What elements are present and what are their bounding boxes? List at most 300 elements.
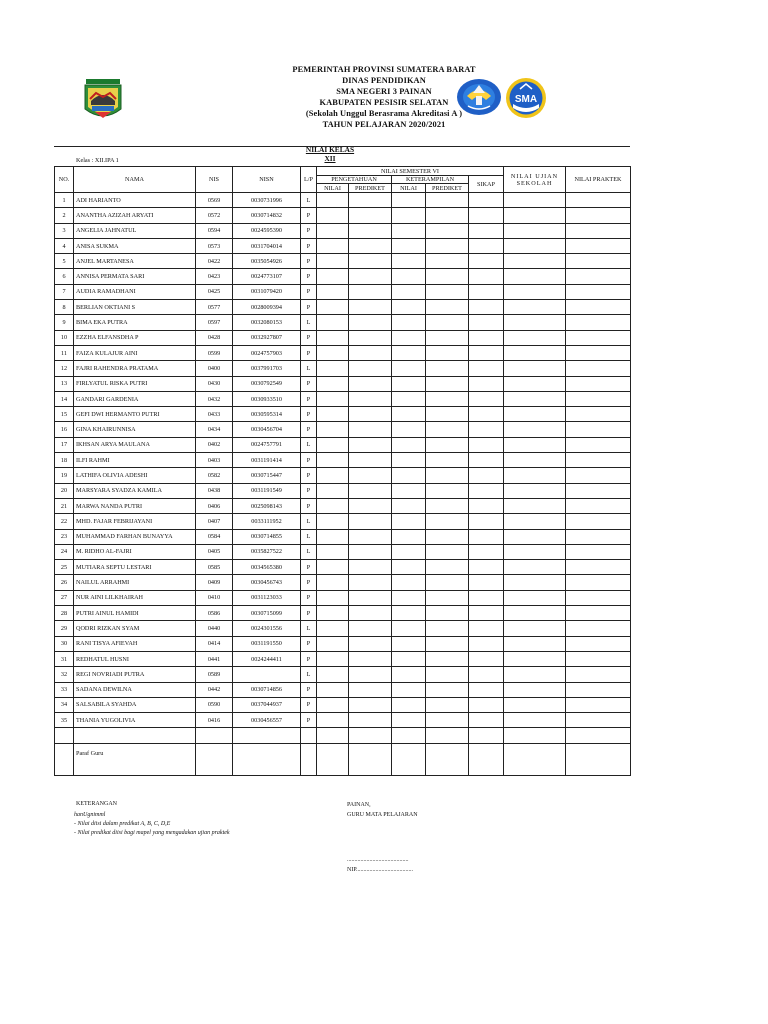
row-sikap-cell [469, 560, 504, 575]
row-predikat-pengetahuan-cell [349, 376, 392, 391]
row-lp: P [301, 422, 317, 437]
col-no: NO. [55, 167, 74, 193]
row-sikap-cell [469, 193, 504, 208]
row-nama: ILFI RAHMI [74, 453, 196, 468]
row-nilai-keterampilan-cell [392, 606, 426, 621]
row-predikat-keterampilan-cell [426, 697, 469, 712]
row-praktek-cell [566, 284, 631, 299]
row-nis: 0590 [196, 697, 233, 712]
row-ujian-cell [504, 621, 566, 636]
row-praktek-cell [566, 330, 631, 345]
row-predikat-keterampilan-cell [426, 407, 469, 422]
row-nilai-keterampilan-cell [392, 636, 426, 651]
row-ujian-cell [504, 223, 566, 238]
row-nama: NUR AINI LILKHAIRAH [74, 590, 196, 605]
letterhead-line: PEMERINTAH PROVINSI SUMATERA BARAT [292, 65, 476, 74]
row-nisn: 0031123033 [233, 590, 301, 605]
row-praktek-cell [566, 422, 631, 437]
row-nilai-pengetahuan-cell [317, 651, 349, 666]
row-nama: GANDARI GARDENIA [74, 391, 196, 406]
row-no: 9 [55, 315, 74, 330]
row-predikat-pengetahuan-cell [349, 468, 392, 483]
row-predikat-pengetahuan-cell [349, 606, 392, 621]
row-lp: L [301, 193, 317, 208]
row-predikat-keterampilan-cell [426, 682, 469, 697]
row-sikap-cell [469, 697, 504, 712]
row-nis: 0572 [196, 208, 233, 223]
row-lp: P [301, 498, 317, 513]
row-predikat-pengetahuan-cell [349, 284, 392, 299]
row-predikat-keterampilan-cell [426, 636, 469, 651]
row-nilai-pengetahuan-cell [317, 361, 349, 376]
table-row [55, 498, 631, 513]
row-nilai-keterampilan-cell [392, 407, 426, 422]
empty-cell [426, 728, 469, 743]
teacher-label: GURU MATA PELAJARAN [347, 812, 418, 818]
row-nilai-keterampilan-cell [392, 514, 426, 529]
col-sikap: SIKAP [469, 176, 504, 193]
row-nilai-pengetahuan-cell [317, 498, 349, 513]
row-nilai-pengetahuan-cell [317, 453, 349, 468]
row-lp: P [301, 254, 317, 269]
row-nilai-pengetahuan-cell [317, 238, 349, 253]
row-nis: 0594 [196, 223, 233, 238]
row-praktek-cell [566, 697, 631, 712]
row-ujian-cell [504, 529, 566, 544]
row-nis: 0586 [196, 606, 233, 621]
row-sikap-cell [469, 453, 504, 468]
row-sikap-cell [469, 682, 504, 697]
row-predikat-pengetahuan-cell [349, 682, 392, 697]
table-row [55, 636, 631, 651]
row-predikat-pengetahuan-cell [349, 651, 392, 666]
row-no: 18 [55, 453, 74, 468]
row-nis: 0416 [196, 713, 233, 728]
row-predikat-keterampilan-cell [426, 651, 469, 666]
row-nis: 0599 [196, 345, 233, 360]
row-praktek-cell [566, 606, 631, 621]
row-ujian-cell [504, 606, 566, 621]
row-lp: P [301, 682, 317, 697]
row-lp: P [301, 269, 317, 284]
row-nis: 0442 [196, 682, 233, 697]
row-nama: EZZHA ELFANSDHA P [74, 330, 196, 345]
row-nama: QODRI RIZKAN SYAM [74, 621, 196, 636]
row-nama: ANANTHA AZIZAH ARYATI [74, 208, 196, 223]
row-nisn: 0025098143 [233, 498, 301, 513]
row-nama: PUTRI AINUL HAMIDI [74, 606, 196, 621]
row-sikap-cell [469, 269, 504, 284]
row-ujian-cell [504, 667, 566, 682]
table-row-empty [55, 728, 631, 743]
row-predikat-keterampilan-cell [426, 284, 469, 299]
paraf-empty-cell [233, 743, 301, 775]
row-ujian-cell [504, 376, 566, 391]
row-predikat-pengetahuan-cell [349, 208, 392, 223]
paraf-empty-cell [196, 743, 233, 775]
row-nama: IKHSAN ARYA MAULANA [74, 437, 196, 452]
table-row [55, 606, 631, 621]
row-ujian-cell [504, 636, 566, 651]
table-row [55, 590, 631, 605]
row-predikat-keterampilan-cell [426, 254, 469, 269]
table-row [55, 315, 631, 330]
row-praktek-cell [566, 300, 631, 315]
row-nama: ANISA SUKMA [74, 238, 196, 253]
row-sikap-cell [469, 468, 504, 483]
row-lp: L [301, 667, 317, 682]
tut-wuri-handayani-icon [456, 78, 502, 116]
row-ujian-cell [504, 468, 566, 483]
row-sikap-cell [469, 254, 504, 269]
row-sikap-cell [469, 315, 504, 330]
row-ujian-cell [504, 315, 566, 330]
row-predikat-keterampilan-cell [426, 621, 469, 636]
row-sikap-cell [469, 606, 504, 621]
row-predikat-keterampilan-cell [426, 223, 469, 238]
row-ujian-cell [504, 560, 566, 575]
row-praktek-cell [566, 376, 631, 391]
paraf-empty-cell [504, 743, 566, 775]
paraf-empty-cell [301, 743, 317, 775]
col-nis: NIS [196, 167, 233, 193]
empty-cell [196, 728, 233, 743]
row-nisn: 0031079420 [233, 284, 301, 299]
row-predikat-keterampilan-cell [426, 667, 469, 682]
row-nama: LATHIFA OLIVIA ADESHI [74, 468, 196, 483]
row-ujian-cell [504, 437, 566, 452]
table-row [55, 468, 631, 483]
row-nama: BERLIAN OKTIANI S [74, 300, 196, 315]
empty-cell [392, 728, 426, 743]
row-nama: MUTIARA SEPTU LESTARI [74, 560, 196, 575]
row-nama: SALSABILA SYAHDA [74, 697, 196, 712]
table-row [55, 422, 631, 437]
row-ujian-cell [504, 330, 566, 345]
row-ujian-cell [504, 682, 566, 697]
row-nis: 0434 [196, 422, 233, 437]
row-sikap-cell [469, 422, 504, 437]
row-nis: 0440 [196, 621, 233, 636]
row-praktek-cell [566, 437, 631, 452]
row-nilai-keterampilan-cell [392, 437, 426, 452]
col-praktek: NILAI PRAKTEK [566, 167, 631, 193]
row-nama: M. RIDHO AL-FAJRI [74, 544, 196, 559]
col-semester: NILAI SEMESTER VI [317, 167, 504, 176]
row-sikap-cell [469, 330, 504, 345]
row-nis: 0406 [196, 498, 233, 513]
letterhead-line: KABUPATEN PESISIR SELATAN [319, 98, 449, 107]
empty-cell [349, 728, 392, 743]
table-row [55, 254, 631, 269]
row-nilai-keterampilan-cell [392, 560, 426, 575]
row-nilai-keterampilan-cell [392, 697, 426, 712]
row-praktek-cell [566, 238, 631, 253]
row-ujian-cell [504, 483, 566, 498]
row-predikat-pengetahuan-cell [349, 575, 392, 590]
empty-cell [55, 728, 74, 743]
row-praktek-cell [566, 315, 631, 330]
row-predikat-pengetahuan-cell [349, 391, 392, 406]
row-nilai-keterampilan-cell [392, 590, 426, 605]
table-row [55, 667, 631, 682]
table-row [55, 453, 631, 468]
row-nisn: 0037044937 [233, 697, 301, 712]
row-lp: L [301, 361, 317, 376]
row-nilai-keterampilan-cell [392, 330, 426, 345]
empty-cell [566, 728, 631, 743]
row-predikat-pengetahuan-cell [349, 453, 392, 468]
row-nilai-pengetahuan-cell [317, 636, 349, 651]
row-nilai-pengetahuan-cell [317, 208, 349, 223]
row-lp: P [301, 407, 317, 422]
row-predikat-pengetahuan-cell [349, 300, 392, 315]
row-predikat-pengetahuan-cell [349, 422, 392, 437]
row-predikat-pengetahuan-cell [349, 590, 392, 605]
row-nis: 0597 [196, 315, 233, 330]
row-nilai-keterampilan-cell [392, 651, 426, 666]
row-nilai-pengetahuan-cell [317, 713, 349, 728]
row-praktek-cell [566, 361, 631, 376]
row-praktek-cell [566, 590, 631, 605]
row-praktek-cell [566, 667, 631, 682]
row-no: 10 [55, 330, 74, 345]
row-lp: L [301, 315, 317, 330]
row-ujian-cell [504, 391, 566, 406]
row-nama: GEFI DWI HERMANTO PUTRI [74, 407, 196, 422]
row-nis: 0422 [196, 254, 233, 269]
row-praktek-cell [566, 544, 631, 559]
table-row [55, 330, 631, 345]
row-predikat-keterampilan-cell [426, 514, 469, 529]
row-ujian-cell [504, 269, 566, 284]
row-nisn: 0033111952 [233, 514, 301, 529]
table-row [55, 376, 631, 391]
row-nilai-pengetahuan-cell [317, 560, 349, 575]
row-no: 35 [55, 713, 74, 728]
row-sikap-cell [469, 483, 504, 498]
row-ujian-cell [504, 453, 566, 468]
row-nisn: 0034565380 [233, 560, 301, 575]
row-no: 21 [55, 498, 74, 513]
row-nama: BIMA EKA PUTRA [74, 315, 196, 330]
row-nilai-pengetahuan-cell [317, 269, 349, 284]
row-lp: L [301, 514, 317, 529]
row-nis: 0438 [196, 483, 233, 498]
row-ujian-cell [504, 300, 566, 315]
row-ujian-cell [504, 575, 566, 590]
row-predikat-keterampilan-cell [426, 483, 469, 498]
row-predikat-pengetahuan-cell [349, 269, 392, 284]
row-ujian-cell [504, 193, 566, 208]
row-nisn: 0030792549 [233, 376, 301, 391]
row-nilai-pengetahuan-cell [317, 284, 349, 299]
table-row [55, 208, 631, 223]
row-nilai-pengetahuan-cell [317, 330, 349, 345]
row-predikat-pengetahuan-cell [349, 223, 392, 238]
row-nilai-keterampilan-cell [392, 483, 426, 498]
row-no: 26 [55, 575, 74, 590]
row-nisn: 0030714832 [233, 208, 301, 223]
row-no: 16 [55, 422, 74, 437]
row-praktek-cell [566, 621, 631, 636]
row-nilai-keterampilan-cell [392, 254, 426, 269]
row-nilai-pengetahuan-cell [317, 575, 349, 590]
row-lp: P [301, 376, 317, 391]
row-praktek-cell [566, 651, 631, 666]
row-nis: 0428 [196, 330, 233, 345]
paraf-cell [55, 743, 74, 775]
signature-line: ......................................... [347, 857, 409, 863]
letterhead-line: SMA NEGERI 3 PAINAN [336, 87, 432, 96]
row-no: 31 [55, 651, 74, 666]
paraf-empty-cell [392, 743, 426, 775]
row-no: 20 [55, 483, 74, 498]
row-nilai-keterampilan-cell [392, 361, 426, 376]
row-nilai-keterampilan-cell [392, 544, 426, 559]
table-row [55, 682, 631, 697]
row-ujian-cell [504, 361, 566, 376]
row-no: 19 [55, 468, 74, 483]
row-nama: FAJRI RAHENDRA PRATAMA [74, 361, 196, 376]
row-predikat-keterampilan-cell [426, 208, 469, 223]
row-predikat-pengetahuan-cell [349, 544, 392, 559]
row-sikap-cell [469, 667, 504, 682]
row-nis: 0582 [196, 468, 233, 483]
table-row [55, 407, 631, 422]
row-predikat-pengetahuan-cell [349, 437, 392, 452]
row-nis: 0584 [196, 529, 233, 544]
row-nis: 0423 [196, 269, 233, 284]
row-nilai-keterampilan-cell [392, 422, 426, 437]
table-row [55, 560, 631, 575]
row-nisn: 0030933510 [233, 391, 301, 406]
table-row [55, 193, 631, 208]
col-nama: NAMA [74, 167, 196, 193]
row-praktek-cell [566, 560, 631, 575]
row-predikat-pengetahuan-cell [349, 667, 392, 682]
row-praktek-cell [566, 269, 631, 284]
row-predikat-pengetahuan-cell [349, 636, 392, 651]
row-nilai-keterampilan-cell [392, 238, 426, 253]
row-lp: P [301, 223, 317, 238]
row-sikap-cell [469, 544, 504, 559]
row-praktek-cell [566, 223, 631, 238]
row-nisn: 0030456557 [233, 713, 301, 728]
row-nilai-pengetahuan-cell [317, 483, 349, 498]
row-no: 15 [55, 407, 74, 422]
row-nilai-keterampilan-cell [392, 223, 426, 238]
row-nilai-pengetahuan-cell [317, 514, 349, 529]
row-predikat-pengetahuan-cell [349, 713, 392, 728]
row-praktek-cell [566, 529, 631, 544]
row-nisn: 0035827522 [233, 544, 301, 559]
row-nama: REGI NOVRIADI PUTRA [74, 667, 196, 682]
row-nisn: 0031191414 [233, 453, 301, 468]
row-predikat-keterampilan-cell [426, 575, 469, 590]
table-row [55, 223, 631, 238]
table-row [55, 437, 631, 452]
row-nilai-keterampilan-cell [392, 284, 426, 299]
table-row [55, 713, 631, 728]
row-predikat-pengetahuan-cell [349, 514, 392, 529]
letterhead-line: (Sekolah Unggul Berasrama Akreditasi A ) [305, 109, 463, 118]
row-nisn: 0028009394 [233, 300, 301, 315]
row-nama: MARWA NANDA PUTRI [74, 498, 196, 513]
row-nama: MUHAMMAD FARHAN BUNAYYA [74, 529, 196, 544]
row-predikat-pengetahuan-cell [349, 621, 392, 636]
row-nisn: 0031191549 [233, 483, 301, 498]
row-nama: RANI TISYA AFIEVAH [74, 636, 196, 651]
row-nisn: 0024757791 [233, 437, 301, 452]
row-nilai-pengetahuan-cell [317, 223, 349, 238]
row-nisn: 0035054926 [233, 254, 301, 269]
row-lp: P [301, 590, 317, 605]
row-sikap-cell [469, 407, 504, 422]
row-sikap-cell [469, 238, 504, 253]
row-predikat-keterampilan-cell [426, 391, 469, 406]
row-lp: P [301, 453, 317, 468]
row-no: 32 [55, 667, 74, 682]
row-nilai-pengetahuan-cell [317, 345, 349, 360]
row-nis: 0407 [196, 514, 233, 529]
row-lp: P [301, 483, 317, 498]
place-label: PAINAN, [347, 802, 371, 808]
row-nisn: 0024301556 [233, 621, 301, 636]
row-no: 34 [55, 697, 74, 712]
row-nama: GINA KHAIRUNNISA [74, 422, 196, 437]
row-no: 6 [55, 269, 74, 284]
row-praktek-cell [566, 713, 631, 728]
row-nama: AUDIA RAMADHANI [74, 284, 196, 299]
row-nisn: 0030714855 [233, 529, 301, 544]
row-no: 14 [55, 391, 74, 406]
row-nis: 0405 [196, 544, 233, 559]
row-nis: 0403 [196, 453, 233, 468]
row-nilai-pengetahuan-cell [317, 544, 349, 559]
paraf-label: Paraf Guru [74, 743, 196, 775]
row-nilai-pengetahuan-cell [317, 300, 349, 315]
row-nis: 0414 [196, 636, 233, 651]
row-no: 13 [55, 376, 74, 391]
row-nisn: 0024595390 [233, 223, 301, 238]
row-ujian-cell [504, 713, 566, 728]
col-predikat-pengetahuan: PREDIKET [349, 184, 392, 193]
row-nis: 0400 [196, 361, 233, 376]
empty-cell [469, 728, 504, 743]
row-nisn: 0024757903 [233, 345, 301, 360]
row-sikap-cell [469, 223, 504, 238]
row-praktek-cell [566, 407, 631, 422]
col-nilai-pengetahuan: NILAI [317, 184, 349, 193]
row-nisn: 0024773107 [233, 269, 301, 284]
row-nis: 0589 [196, 667, 233, 682]
row-nilai-keterampilan-cell [392, 713, 426, 728]
row-no: 25 [55, 560, 74, 575]
row-predikat-keterampilan-cell [426, 315, 469, 330]
row-predikat-keterampilan-cell [426, 238, 469, 253]
row-nis: 0425 [196, 284, 233, 299]
row-nisn: 0030714856 [233, 682, 301, 697]
row-ujian-cell [504, 590, 566, 605]
row-no: 12 [55, 361, 74, 376]
row-lp: P [301, 391, 317, 406]
row-sikap-cell [469, 437, 504, 452]
paraf-empty-cell [469, 743, 504, 775]
empty-cell [317, 728, 349, 743]
row-predikat-pengetahuan-cell [349, 254, 392, 269]
col-pengetahuan: PENGETAHUAN [317, 176, 392, 184]
